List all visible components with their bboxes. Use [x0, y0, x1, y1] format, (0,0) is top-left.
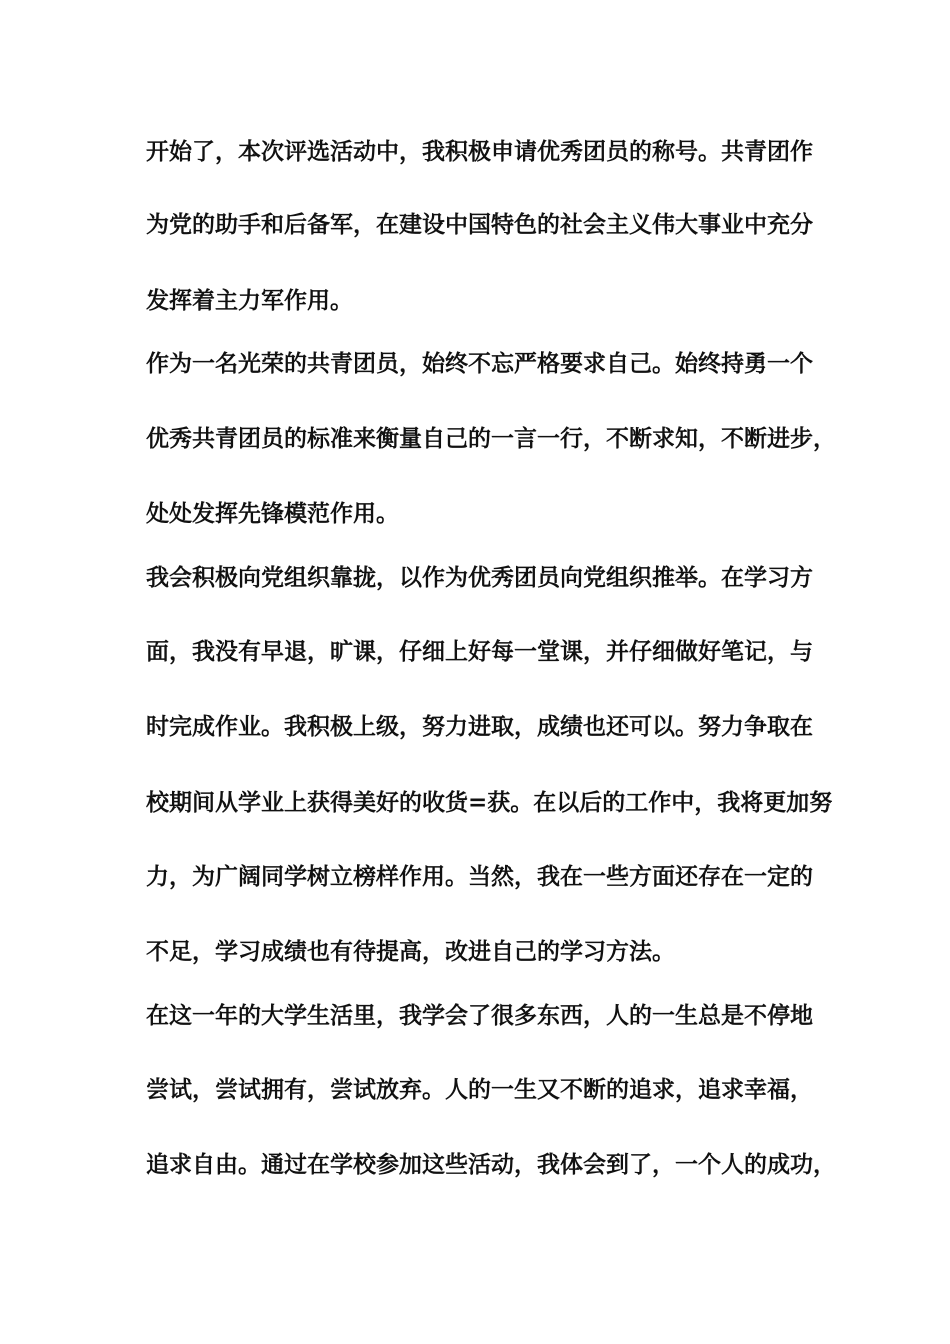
text-line: 开始了，本次评选活动中，我积极申请优秀团员的称号。共青团作 — [146, 138, 813, 165]
text-line: 时完成作业。我积极上级，努力进取，成绩也还可以。努力争取在 — [146, 713, 813, 740]
text-line: 我会积极向党组织靠拢，以作为优秀团员向党组织推举。在学习方 — [146, 564, 813, 591]
text-line: 不足，学习成绩也有待提高，改进自己的学习方法。 — [146, 938, 675, 965]
text-line: 优秀共青团员的标准来衡量自己的一言一行，不断求知，不断进步， — [146, 425, 836, 452]
text-line: 作为一名光荣的共青团员，始终不忘严格要求自己。始终持勇一个 — [146, 350, 813, 377]
text-line: 尝试，尝试拥有，尝试放弃。人的一生又不断的追求，追求幸福， — [146, 1076, 813, 1103]
text-line: 校期间从学业上获得美好的收货=获。在以后的工作中，我将更加努 — [146, 789, 833, 816]
text-line: 发挥着主力军作用。 — [146, 287, 353, 314]
text-line: 为党的助手和后备军，在建设中国特色的社会主义伟大事业中充分 — [146, 211, 813, 238]
text-line: 处处发挥先锋模范作用。 — [146, 500, 399, 527]
text-line: 追求自由。通过在学校参加这些活动，我体会到了，一个人的成功， — [146, 1151, 836, 1178]
text-line: 在这一年的大学生活里，我学会了很多东西，人的一生总是不停地 — [146, 1002, 813, 1029]
text-line: 力，为广阔同学树立榜样作用。当然，我在一些方面还存在一定的 — [146, 863, 813, 890]
text-line: 面，我没有早退，旷课，仔细上好每一堂课，并仔细做好笔记，与 — [146, 638, 813, 665]
